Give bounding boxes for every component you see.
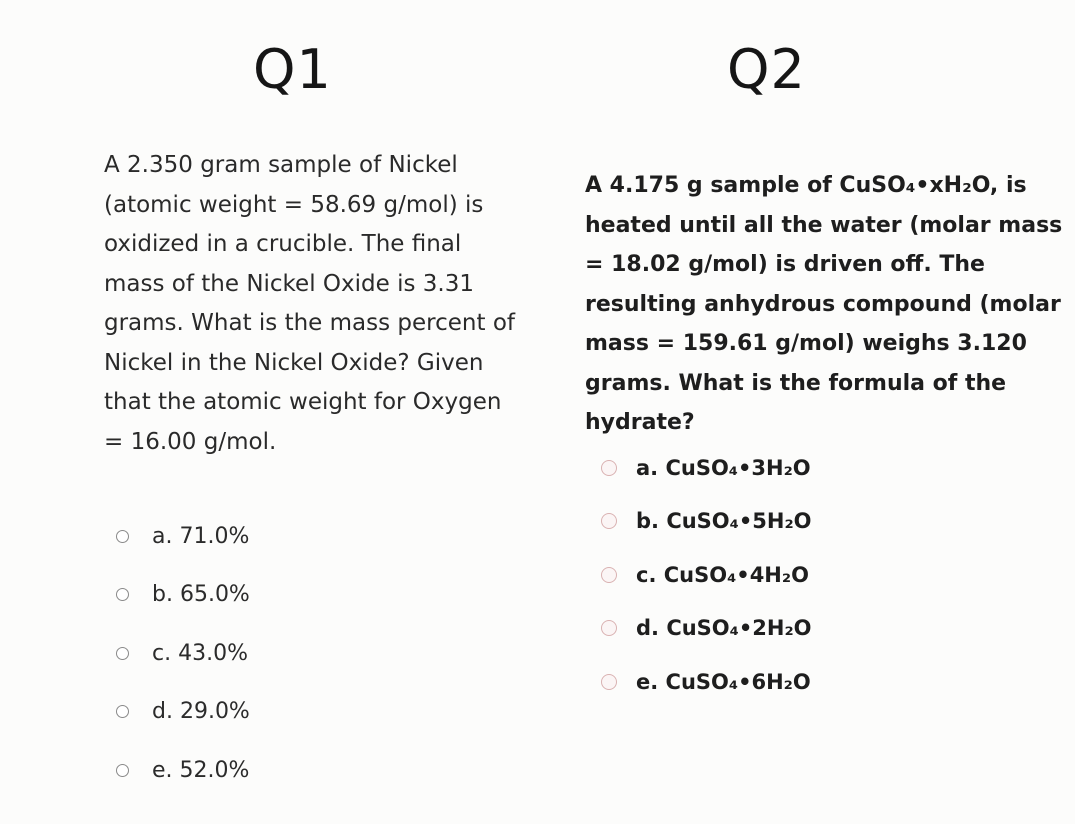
q1-option-a[interactable] bbox=[116, 507, 250, 566]
q2-option-c-label: c. CuSO₄•4H₂O bbox=[636, 562, 809, 587]
radio-button[interactable] bbox=[116, 588, 129, 601]
q2-option-d-label: d. CuSO₄•2H₂O bbox=[636, 616, 812, 641]
q2-question-text: A 4.175 g sample of CuSO₄•xH₂O, is heated until all the water (molar mass = 18.02 g/mol) is driven off. The resulting anhydrous compound (molar mass = 159.61 g/mol) weighs 3.120 grams. What is the formula of the hydrate? bbox=[585, 173, 1063, 435]
q2-option-d[interactable] bbox=[601, 602, 812, 656]
radio-button[interactable] bbox=[601, 567, 617, 583]
q1-heading: Q1 bbox=[253, 38, 332, 101]
q1-option-b-label: b. 65.0% bbox=[152, 582, 250, 608]
q1-question-text: A 2.350 gram sample of Nickel (atomic weight = 58.69 g/mol) is oxidized in a crucible. The final mass of the Nickel Oxide is 3.31 grams. What is the mass percent of Nickel in the Nickel Oxide? Given that the atomic weight for Oxygen = 16.00 g/mol. bbox=[104, 152, 515, 455]
q2-option-a[interactable] bbox=[601, 441, 812, 495]
q1-option-b[interactable] bbox=[116, 566, 250, 625]
radio-button[interactable] bbox=[116, 705, 129, 718]
q1-answer-options bbox=[116, 507, 250, 800]
q1-option-c[interactable] bbox=[116, 624, 250, 683]
q2-answer-options bbox=[601, 441, 812, 709]
radio-button[interactable] bbox=[601, 674, 617, 690]
q1-option-e-label: e. 52.0% bbox=[152, 757, 250, 783]
q1-option-c-label: c. 43.0% bbox=[152, 640, 248, 666]
q2-option-e[interactable] bbox=[601, 655, 812, 709]
q2-option-a-label: a. CuSO₄•3H₂O bbox=[636, 455, 811, 480]
q2-option-b[interactable] bbox=[601, 495, 812, 549]
q1-option-a-label: a. 71.0% bbox=[152, 523, 250, 549]
q2-option-c[interactable] bbox=[601, 548, 812, 602]
q2-option-e-label: e. CuSO₄•6H₂O bbox=[636, 669, 811, 694]
q2-heading: Q2 bbox=[727, 38, 806, 101]
q1-option-e[interactable] bbox=[116, 741, 250, 800]
q2-option-b-label: b. CuSO₄•5H₂O bbox=[636, 509, 812, 534]
radio-button[interactable] bbox=[116, 530, 129, 543]
radio-button[interactable] bbox=[116, 647, 129, 660]
radio-button[interactable] bbox=[601, 460, 617, 476]
q1-option-d[interactable] bbox=[116, 683, 250, 742]
radio-button[interactable] bbox=[601, 620, 617, 636]
q1-option-d-label: d. 29.0% bbox=[152, 699, 250, 725]
radio-button[interactable] bbox=[116, 764, 129, 777]
radio-button[interactable] bbox=[601, 513, 617, 529]
